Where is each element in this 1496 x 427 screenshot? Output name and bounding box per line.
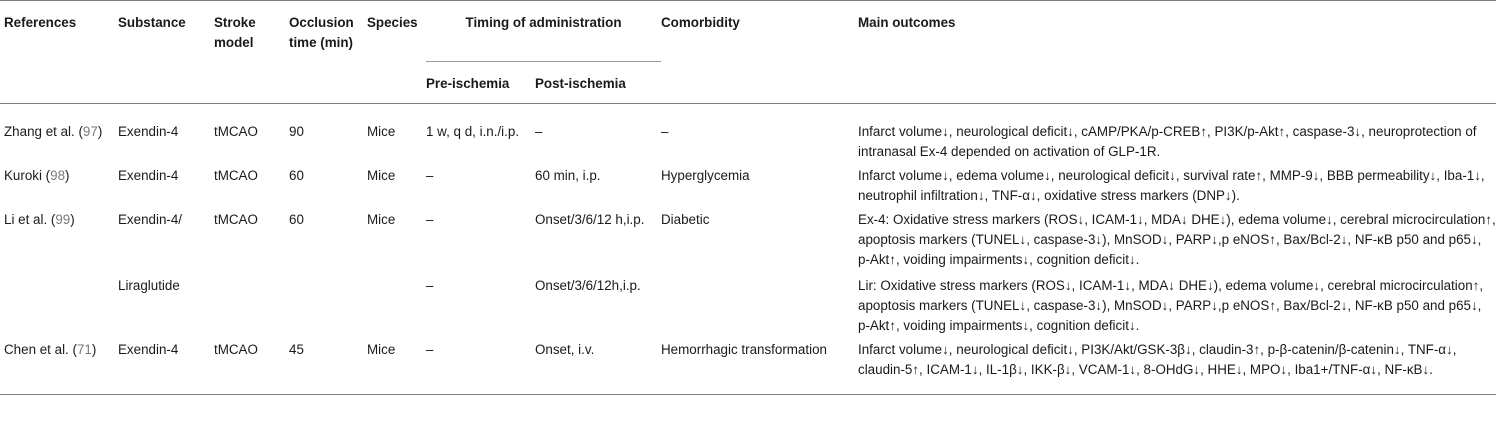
table-row xyxy=(0,270,1496,336)
species-cell: Mice xyxy=(367,342,396,357)
pre-ischemia-cell: – xyxy=(426,168,434,183)
post-ischemia-cell: Onset, i.v. xyxy=(535,342,595,357)
header-row xyxy=(0,1,1496,62)
header-occlusion-time: Occlusion time (min) xyxy=(289,15,354,50)
comorbidity-cell: – xyxy=(661,124,669,139)
occlusion-cell: 45 xyxy=(289,342,304,357)
ref-close: ) xyxy=(65,168,70,183)
stroke-model-cell: tMCAO xyxy=(214,212,258,227)
post-ischemia-cell: Onset/3/6/12 h,i.p. xyxy=(535,212,645,227)
subheader-row xyxy=(0,62,1496,104)
species-cell: Mice xyxy=(367,168,396,183)
ref-author: Chen et al. ( xyxy=(4,342,77,357)
ref-author: Zhang et al. ( xyxy=(4,124,83,139)
outcomes-cell: Ex-4: Oxidative stress markers (ROS↓, ICAM-1↓, MDA↓ DHE↓), edema volume↓, cerebral microcirculation↑, apoptosis markers (TUNEL↓, caspase-3↓), MnSOD↓, PARP↓,p eNOS↑, Bax/Bcl-2↓, NF-κB p50 and p65↓, p-Akt↑, voiding impairments↓, cognition deficit↓. xyxy=(858,212,1496,267)
post-ischemia-cell: – xyxy=(535,124,543,139)
ref-cell xyxy=(0,104,118,163)
outcomes-cell: Lir: Oxidative stress markers (ROS↓, ICAM-1↓, MDA↓ DHE↓), edema volume↓, cerebral microcirculation↑, apoptosis markers (TUNEL↓, caspase-3↓), MnSOD↓, PARP↓,p eNOS↑, Bax/Bcl-2↓, NF-κB p50 and p65↓, p-Akt↑, voiding impairments↓, cognition deficit↓. xyxy=(858,278,1484,333)
pre-ischemia-cell: – xyxy=(426,278,434,293)
outcomes-cell: Infarct volume↓, neurological deficit↓, PI3K/Akt/GSK-3β↓, claudin-3↑, p-β-catenin/β-catenin↓, TNF-α↓, claudin-5↑, ICAM-1↓, IL-1β↓, IKK-β↓, VCAM-1↓, 8-OHdG↓, HHE↓, MPO↓, Iba1+/TNF-α↓, NF-κB↓. xyxy=(858,342,1457,377)
header-post-ischemia: Post-ischemia xyxy=(535,62,661,104)
ref-cell xyxy=(0,270,118,336)
occlusion-cell xyxy=(289,270,367,336)
substance-cell: Liraglutide xyxy=(118,278,180,293)
post-ischemia-cell: Onset/3/6/12h,i.p. xyxy=(535,278,641,293)
table-row xyxy=(0,206,1496,270)
pre-ischemia-cell: – xyxy=(426,212,434,227)
ref-close: ) xyxy=(97,124,103,139)
ref-cell xyxy=(0,206,118,270)
outcomes-cell: Infarct volume↓, edema volume↓, neurological deficit↓, survival rate↑, MMP-9↓, BBB permeability↓, Iba-1↓, neutrophil infiltration↓, TNF-α↓, oxidative stress markers (DNP↓). xyxy=(858,168,1485,203)
species-cell: Mice xyxy=(367,212,396,227)
header-stroke-model: Stroke model xyxy=(214,15,256,50)
ref-link[interactable]: 71 xyxy=(76,342,92,357)
header-references: References xyxy=(4,15,77,30)
comorbidity-cell xyxy=(661,270,858,336)
table-row xyxy=(0,336,1496,395)
header-species: Species xyxy=(367,15,418,30)
ref-close: ) xyxy=(91,342,97,357)
substance-cell: Exendin-4 xyxy=(118,124,179,139)
table-row xyxy=(0,162,1496,206)
ref-author: Li et al. ( xyxy=(4,212,56,227)
stroke-model-cell: tMCAO xyxy=(214,168,258,183)
stroke-model-cell: tMCAO xyxy=(214,342,258,357)
header-pre-ischemia: Pre-ischemia xyxy=(426,62,535,104)
comorbidity-cell: Hemorrhagic transformation xyxy=(661,342,827,357)
table-row xyxy=(0,104,1496,163)
substance-cell: Exendin-4 xyxy=(118,342,179,357)
species-cell xyxy=(367,270,426,336)
header-comorbidity: Comorbidity xyxy=(661,15,740,30)
comorbidity-cell: Hyperglycemia xyxy=(661,168,750,183)
ref-author: Kuroki ( xyxy=(4,168,51,183)
ref-link[interactable]: 99 xyxy=(55,212,71,227)
pre-ischemia-cell: 1 w, q d, i.n./i.p. xyxy=(426,124,520,139)
header-timing: Timing of administration xyxy=(465,15,622,30)
ref-link[interactable]: 97 xyxy=(82,124,98,139)
ref-link[interactable]: 98 xyxy=(50,168,66,183)
occlusion-cell: 90 xyxy=(289,124,304,139)
header-substance: Substance xyxy=(118,15,186,30)
ref-cell xyxy=(0,336,118,395)
header-main-outcomes: Main outcomes xyxy=(858,15,956,30)
ref-close: ) xyxy=(70,212,75,227)
comorbidity-cell: Diabetic xyxy=(661,212,710,227)
species-cell: Mice xyxy=(367,124,396,139)
pre-ischemia-cell: – xyxy=(426,342,434,357)
stroke-model-cell xyxy=(214,270,289,336)
occlusion-cell: 60 xyxy=(289,212,304,227)
occlusion-cell: 60 xyxy=(289,168,304,183)
outcomes-cell: Infarct volume↓, neurological deficit↓, cAMP/PKA/p-CREB↑, PI3K/p-Akt↑, caspase-3↓, neuroprotection of intranasal Ex-4 depended on activation of GLP-1R. xyxy=(858,124,1477,159)
ref-cell xyxy=(0,162,118,206)
substance-cell: Exendin-4/ xyxy=(118,212,183,227)
stroke-model-cell: tMCAO xyxy=(214,124,258,139)
substance-cell: Exendin-4 xyxy=(118,168,179,183)
post-ischemia-cell: 60 min, i.p. xyxy=(535,168,601,183)
